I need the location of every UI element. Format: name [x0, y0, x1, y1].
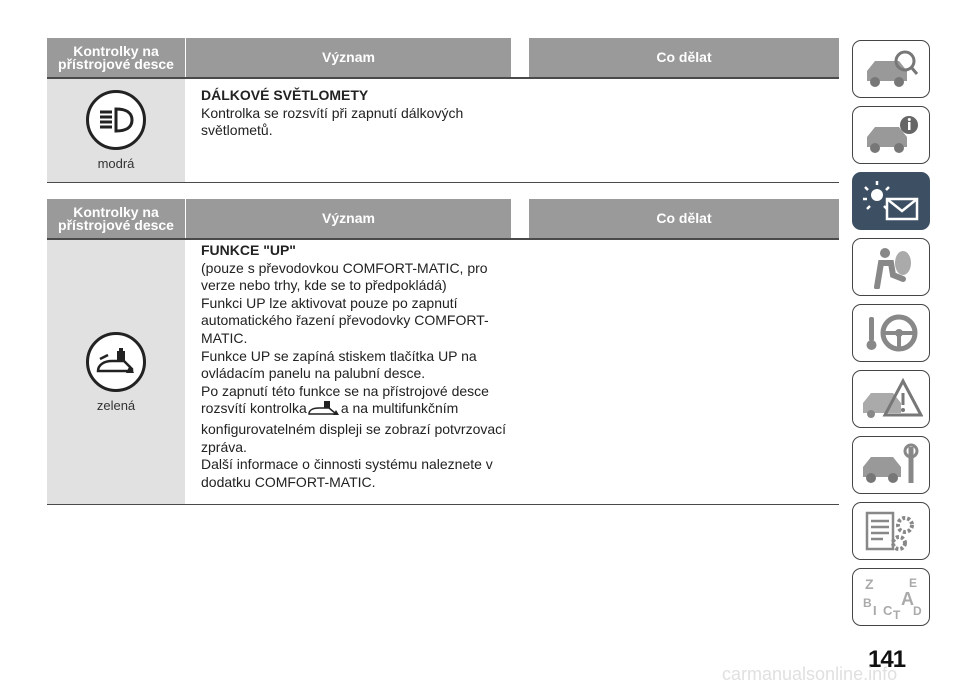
indicator-color-label: modrá — [97, 156, 135, 171]
index-letter: A — [901, 589, 914, 609]
header-indicator: Kontrolky na přístrojové desce — [47, 38, 185, 77]
indicator-cell — [47, 79, 185, 182]
index-letter: C — [883, 603, 893, 618]
meaning-title: DÁLKOVÉ SVĚTLOMETY — [201, 87, 369, 103]
index-letter: D — [913, 604, 922, 618]
header-meaning: Význam — [186, 38, 511, 77]
index-letter: T — [893, 608, 901, 619]
up-function-inline-icon — [307, 400, 341, 421]
steering-key-icon[interactable] — [852, 304, 930, 362]
airbag-icon[interactable] — [852, 238, 930, 296]
header-meaning: Význam — [186, 199, 511, 238]
index-letter: I — [873, 603, 877, 618]
specs-gear-icon[interactable] — [852, 502, 930, 560]
indicator-cell — [47, 240, 185, 504]
table-header — [47, 38, 839, 77]
meaning-paragraph: Další informace o činnosti systému naleznete v dodatku COMFORT-MATIC. — [201, 456, 493, 490]
car-service-icon[interactable] — [852, 436, 930, 494]
table-header — [47, 199, 839, 238]
meaning-paragraph — [201, 383, 516, 456]
index-letter: Z — [865, 576, 874, 592]
paragraph-text: Po zapnutí této funkce se na přístrojové desce rozsvítí kontrolka — [201, 382, 489, 417]
paragraph-text: a na multifunkčním konfigurovatelném displeji se zobrazí potvrzovací zpráva. — [201, 400, 507, 455]
watermark: carmanualsonline.info — [722, 664, 898, 684]
meaning-paragraph: Funkce UP se zapíná stiskem tlačítka UP na ovládacím panelu na palubní desce. — [201, 347, 477, 382]
index-letter: B — [863, 596, 872, 610]
up-function-icon — [86, 332, 146, 392]
index-letter: E — [909, 576, 918, 590]
header-indicator: Kontrolky na přístrojové desce — [47, 199, 185, 238]
header-action: Co dělat — [529, 38, 839, 77]
meaning-text: Kontrolka se rozsvítí při zapnutí dálkových světlometů. — [201, 104, 464, 139]
car-info-icon[interactable] — [852, 106, 930, 164]
car-search-icon[interactable] — [852, 40, 930, 98]
meaning-title: FUNKCE "UP" — [201, 242, 296, 258]
index-letters-icon[interactable] — [852, 568, 930, 626]
meaning-cell — [185, 79, 516, 182]
warning-lights-icon[interactable] — [852, 172, 930, 230]
car-warning-icon[interactable] — [852, 370, 930, 428]
indicator-color-label: zelená — [96, 397, 136, 413]
meaning-cell — [185, 240, 516, 504]
meaning-paragraph: (pouze s převodovkou COMFORT-MATIC, pro verze nebo trhy, kde se to předpokládá) — [201, 259, 488, 294]
high-beam-icon — [86, 90, 146, 150]
header-action: Co dělat — [529, 199, 839, 238]
meaning-paragraph: Funkci UP lze aktivovat pouze po zapnutí automatického řazení převodovky COMFORT-MATIC. — [201, 294, 489, 346]
table-row — [47, 240, 839, 505]
table-row — [47, 79, 839, 183]
warning-lights-table-1 — [47, 38, 839, 183]
warning-lights-table-2 — [47, 199, 839, 505]
page-number: 141 — [868, 646, 906, 673]
